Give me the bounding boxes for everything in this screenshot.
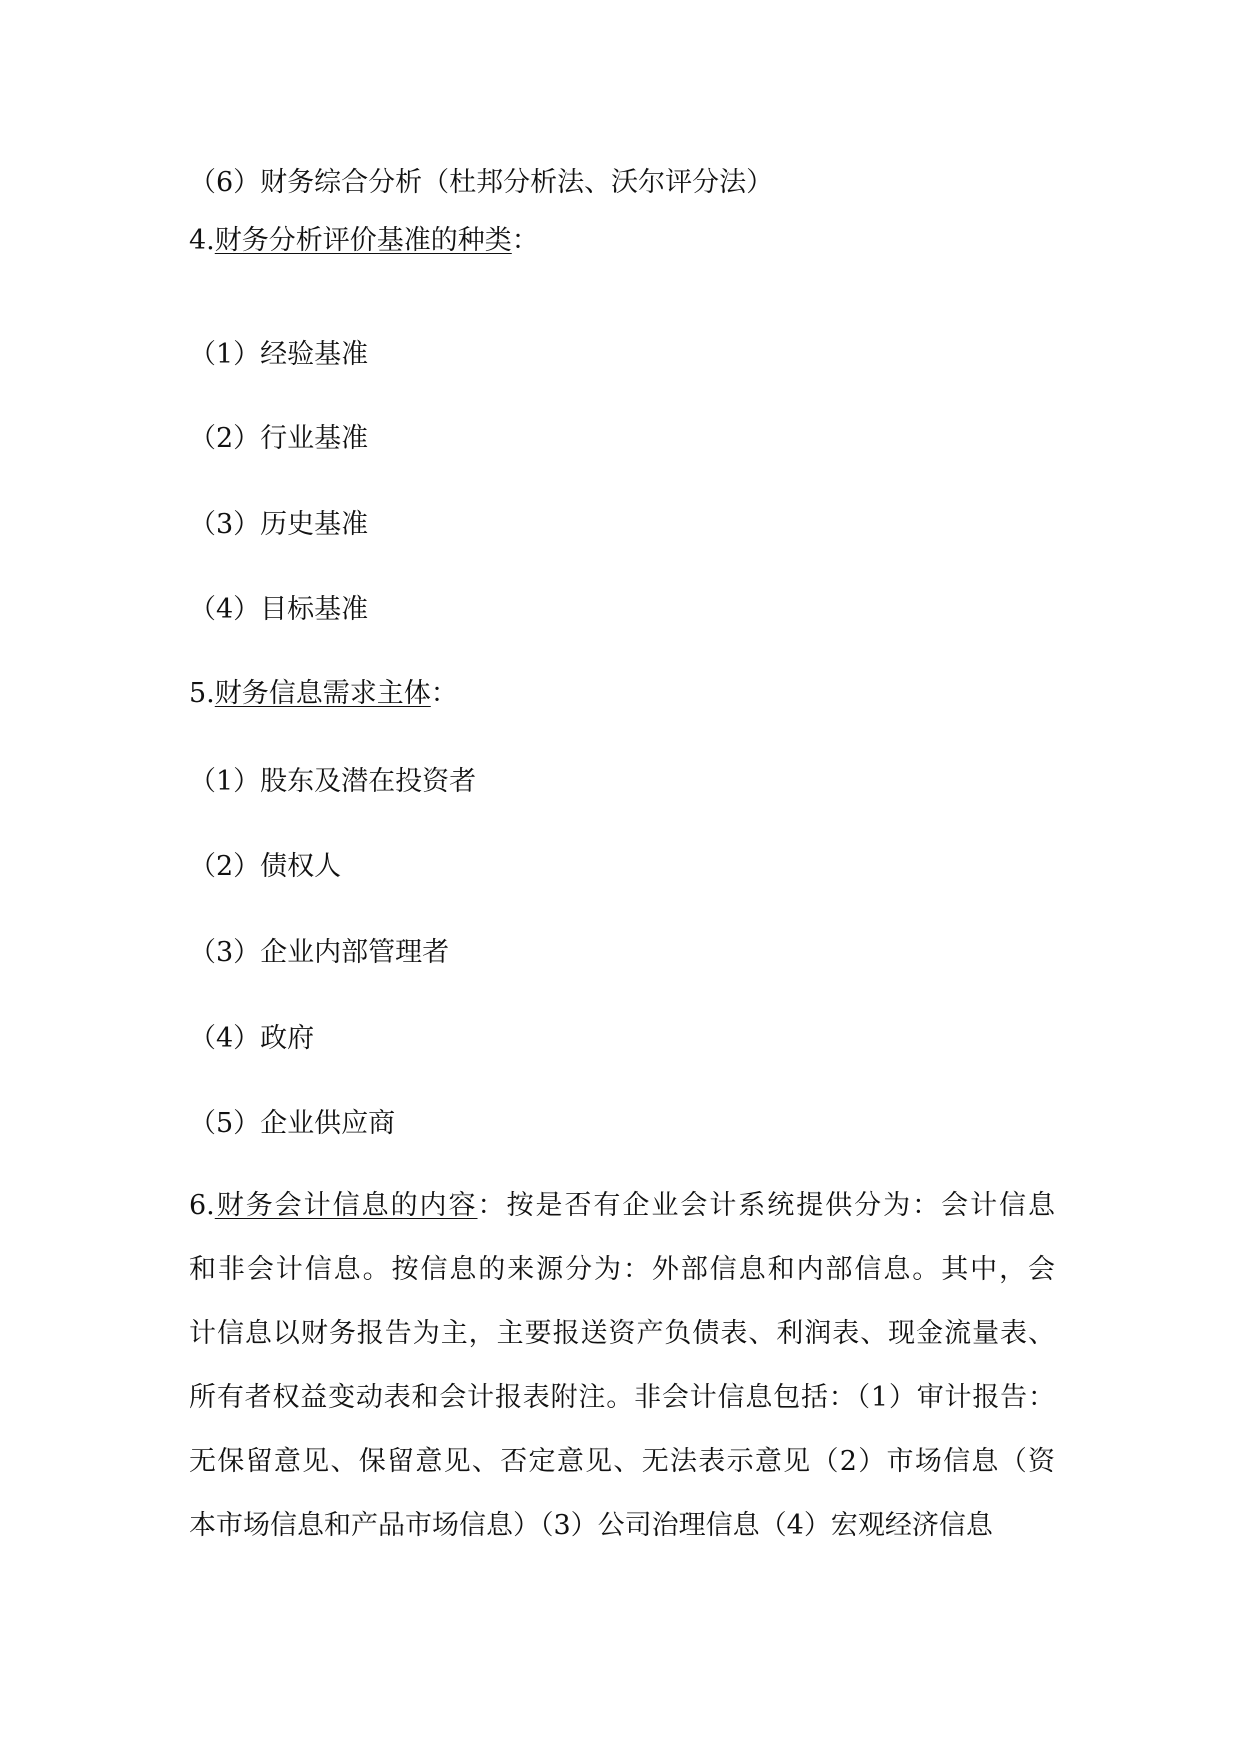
list-item bbox=[189, 335, 368, 375]
section-4-title bbox=[189, 221, 539, 261]
paragraph-line: 无保留意见、保留意见、否定意见、无法表示意见（2）市场信息（资 bbox=[189, 1446, 1055, 1477]
list-item bbox=[189, 762, 476, 802]
paragraph-line: 和非会计信息。按信息的来源分为：外部信息和内部信息。其中，会 bbox=[189, 1254, 1055, 1285]
list-item bbox=[189, 1104, 395, 1144]
section-heading: 财务分析评价基准的种类 bbox=[214, 225, 512, 256]
list-item-text: （1）股东及潜在投资者 bbox=[189, 766, 477, 797]
list-item-text: （4）目标基准 bbox=[189, 594, 369, 625]
paragraph-line: 本市场信息和产品市场信息）（3）公司治理信息（4）宏观经济信息 bbox=[189, 1510, 993, 1541]
list-item bbox=[189, 419, 368, 459]
list-item-text: （4）政府 bbox=[189, 1023, 315, 1054]
list-item bbox=[189, 505, 368, 545]
list-item-text: （3）企业内部管理者 bbox=[189, 937, 450, 968]
list-item bbox=[189, 590, 368, 630]
section-heading: 财务信息需求主体 bbox=[214, 678, 431, 709]
paragraph-line bbox=[189, 1174, 1055, 1238]
section-colon: ： bbox=[430, 678, 458, 709]
section-colon: ： bbox=[477, 1190, 507, 1221]
list-item bbox=[189, 163, 773, 203]
section-6-paragraph bbox=[189, 1174, 1055, 1558]
list-item-text: （3）历史基准 bbox=[189, 509, 369, 540]
list-item bbox=[189, 847, 341, 887]
list-item bbox=[189, 933, 449, 973]
list-item-text: （2）行业基准 bbox=[189, 423, 369, 454]
list-item bbox=[189, 1019, 314, 1059]
list-item-text: （6）财务综合分析（杜邦分析法、沃尔评分法） bbox=[189, 167, 774, 198]
section-number: 5. bbox=[189, 678, 215, 709]
section-heading: 财务会计信息的内容 bbox=[214, 1190, 478, 1221]
section-number: 6. bbox=[189, 1190, 215, 1221]
paragraph-line: 所有者权益变动表和会计报表附注。非会计信息包括：（1）审计报告： bbox=[189, 1382, 1055, 1413]
section-colon: ： bbox=[511, 225, 539, 256]
list-item-text: （2）债权人 bbox=[189, 851, 342, 882]
list-item-text: （5）企业供应商 bbox=[189, 1108, 396, 1139]
paragraph-line: 计信息以财务报告为主，主要报送资产负债表、利润表、现金流量表、 bbox=[189, 1318, 1055, 1349]
paragraph-text: 按是否有企业会计系统提供分为：会计信息 bbox=[506, 1190, 1056, 1221]
section-number: 4. bbox=[189, 225, 215, 256]
section-5-title bbox=[189, 674, 458, 714]
list-item-text: （1）经验基准 bbox=[189, 339, 369, 370]
